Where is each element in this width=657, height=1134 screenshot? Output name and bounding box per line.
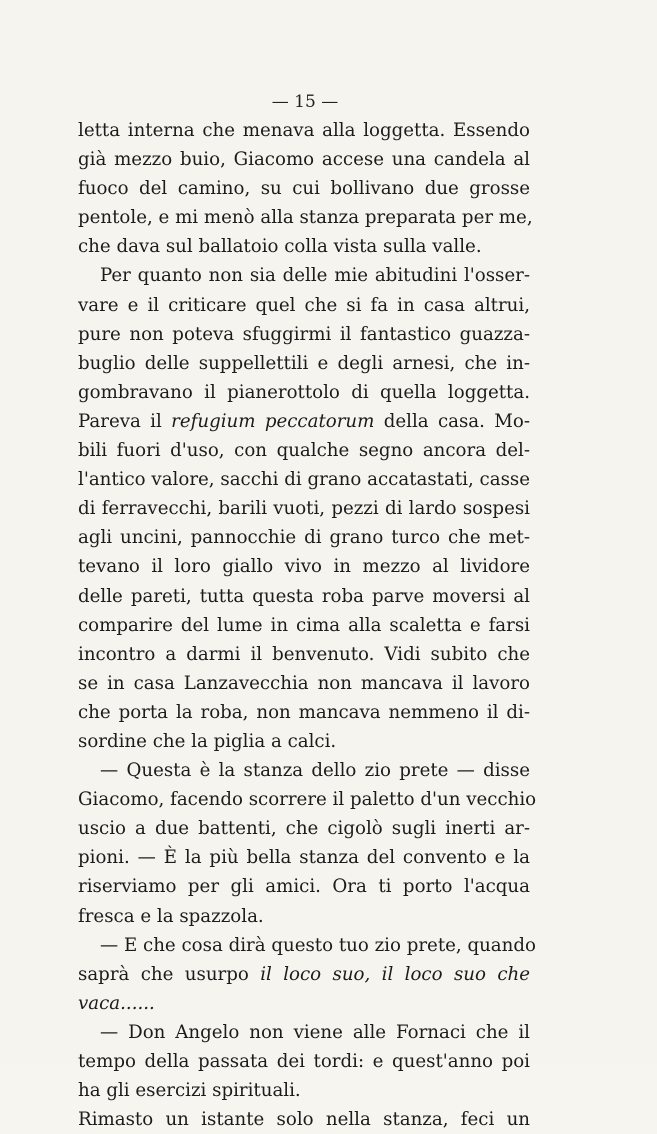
text-line: ha gli esercizi spirituali. — [78, 1080, 301, 1102]
italic-phrase: il loco suo, il loco suo che — [260, 963, 530, 985]
text-line — [78, 989, 530, 1018]
italic-phrase: refugium peccatorum — [171, 410, 375, 432]
italic-phrase: vaca...... — [78, 992, 155, 1014]
text-line: pentole, e mi menò alla stanza preparata per me, — [78, 207, 533, 229]
text-fragment: saprà che usurpo — [78, 963, 261, 985]
text-fragment: della casa. Mo- — [374, 410, 530, 432]
text-line: pure non poteva sfuggirmi il fantastico guazza- — [78, 323, 530, 345]
text-line: sordine che la piglia a calci. — [78, 730, 337, 752]
text-line: gombravano il pianerottolo di quella loggetta. — [78, 381, 530, 403]
text-line: pioni. — È la più bella stanza del convento e la — [78, 847, 530, 869]
text-line: incontro a darmi il benvenuto. Vidi subito che — [78, 643, 530, 665]
text-line: delle pareti, tutta questa roba parve moversi al — [78, 585, 530, 607]
body-text — [78, 116, 537, 1134]
page-number: — 15 — — [271, 92, 339, 112]
text-line: bili fuori d'uso, con qualche segno ancora del- — [78, 440, 530, 462]
text-line: fresca e la spazzola. — [78, 905, 264, 927]
text-line: l'antico valore, sacchi di grano accatastati, casse — [78, 469, 530, 491]
text-line: di ferravecchi, barili vuoti, pezzi di lardo sospesi — [78, 498, 530, 520]
text-line: — E che cosa dirà questo tuo zio prete, quando — [100, 934, 536, 956]
text-line: vare e il criticare quel che si fa in casa altrui, — [78, 294, 530, 316]
text-line: Giacomo, facendo scorrere il paletto d'un vecchio — [78, 789, 537, 811]
text-line: tempo della passata dei tordi: e quest'anno poi — [78, 1051, 530, 1072]
text-line: Per quanto non sia delle mie abitudini l'osser- — [100, 265, 530, 287]
text-line: se in casa Lanzavecchia non mancava il lavoro — [78, 672, 530, 694]
text-line: — Questa è la stanza dello zio prete — disse — [100, 760, 530, 782]
text-line: fuoco del camino, su cui bollivano due grosse — [78, 178, 530, 200]
text-line: agli uncini, pannocchie di grano turco che met- — [78, 527, 530, 549]
text-line: — Don Angelo non viene alle Fornaci che il — [100, 1021, 530, 1043]
text-line — [78, 407, 530, 436]
text-line: buglio delle suppellettili e degli arnesi, che in- — [78, 352, 530, 374]
text-line: riserviamo per gli amici. Ora ti porto l'acqua — [78, 876, 530, 898]
text-line: letta interna che menava alla loggetta. Essendo — [78, 120, 530, 141]
text-line: che porta la roba, non mancava nemmeno il di- — [78, 701, 530, 723]
text-line: tevano il loro giallo vivo in mezzo al lividore — [78, 556, 530, 578]
text-fragment: Pareva il — [78, 410, 172, 432]
text-line: Rimasto un istante solo nella stanza, feci un — [78, 1109, 530, 1131]
text-line: già mezzo buio, Giacomo accese una candela al — [78, 149, 530, 171]
text-line — [78, 960, 530, 989]
text-line: uscio a due battenti, che cigolò sugli inerti ar- — [78, 818, 530, 840]
text-line: che dava sul ballatoio colla vista sulla valle. — [78, 236, 482, 258]
text-line: comparire del lume in cima alla scaletta e farsi — [78, 614, 530, 636]
